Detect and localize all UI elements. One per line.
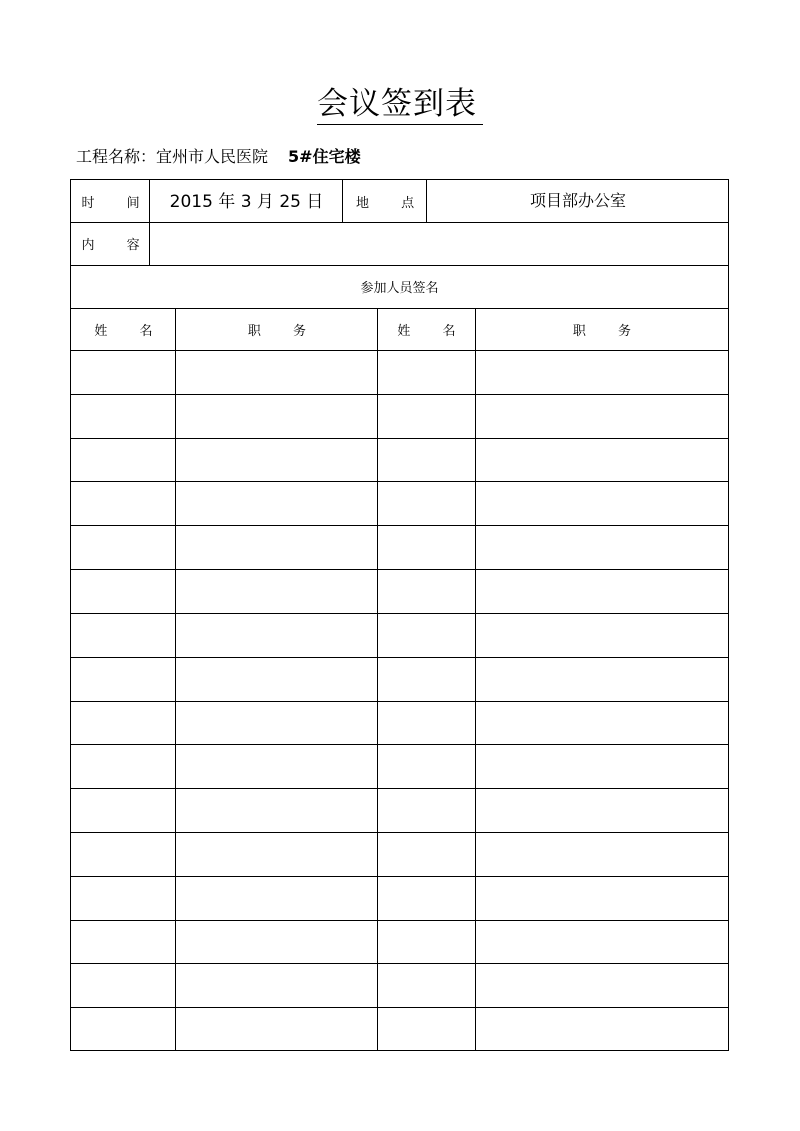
position-cell-2[interactable] [475,657,729,701]
table-row [71,350,728,394]
position-cell-2[interactable] [475,438,729,482]
position-cell-2[interactable] [475,569,729,613]
name-cell-1[interactable] [71,438,176,482]
name-cell-2[interactable] [378,876,475,920]
position-cell-1[interactable] [176,1007,378,1051]
table-row [71,744,728,788]
grid-line [71,265,728,266]
position-cell-1[interactable] [176,701,378,745]
name-cell-2[interactable] [378,481,475,525]
table-row [71,832,728,876]
table-row [71,525,728,569]
position-cell-1[interactable] [176,350,378,394]
name-cell-2[interactable] [378,1007,475,1051]
name-cell-1[interactable] [71,350,176,394]
position-cell-2[interactable] [475,1007,729,1051]
position-cell-1[interactable] [176,569,378,613]
grid-line [149,180,150,265]
table-row [71,569,728,613]
table-row [71,438,728,482]
name-cell-1[interactable] [71,920,176,964]
project-line [76,146,361,168]
name-cell-1[interactable] [71,1007,176,1051]
name-cell-1[interactable] [71,481,176,525]
position-cell-2[interactable] [475,481,729,525]
name-cell-2[interactable] [378,525,475,569]
position-cell-2[interactable] [475,613,729,657]
position-cell-2[interactable] [475,701,729,745]
name-cell-2[interactable] [378,569,475,613]
table-row [71,657,728,701]
grid-line [71,308,728,309]
content-label: 内 容 [81,238,154,253]
table-row [71,1007,728,1051]
position-cell-2[interactable] [475,963,729,1007]
position-cell-2[interactable] [475,525,729,569]
building-name: 5#住宅楼 [288,147,361,166]
col-header-position-2: 职 务 [572,324,646,339]
name-cell-2[interactable] [378,438,475,482]
table-row [71,788,728,832]
position-cell-1[interactable] [176,481,378,525]
position-cell-2[interactable] [475,832,729,876]
name-cell-1[interactable] [71,569,176,613]
position-cell-2[interactable] [475,920,729,964]
position-cell-2[interactable] [475,788,729,832]
project-label: 工程名称： [76,147,157,166]
table-row [71,920,728,964]
position-cell-1[interactable] [176,832,378,876]
position-cell-2[interactable] [475,350,729,394]
name-cell-1[interactable] [71,657,176,701]
position-cell-2[interactable] [475,876,729,920]
name-cell-2[interactable] [378,788,475,832]
time-label: 时 间 [81,195,154,211]
position-cell-1[interactable] [176,963,378,1007]
date-value[interactable]: 2015 年 3 月 25 日 [169,191,324,212]
grid-line [342,180,343,222]
name-cell-1[interactable] [71,832,176,876]
name-cell-2[interactable] [378,701,475,745]
name-cell-2[interactable] [378,963,475,1007]
position-cell-1[interactable] [176,876,378,920]
name-cell-1[interactable] [71,876,176,920]
position-cell-1[interactable] [176,438,378,482]
grid-line [71,222,728,223]
name-cell-1[interactable] [71,394,176,438]
name-cell-2[interactable] [378,394,475,438]
name-cell-1[interactable] [71,525,176,569]
name-cell-2[interactable] [378,350,475,394]
position-cell-2[interactable] [475,394,729,438]
location-value[interactable]: 项目部办公室 [529,190,626,210]
col-header-name-1: 姓 名 [94,324,167,339]
name-cell-2[interactable] [378,744,475,788]
name-cell-1[interactable] [71,613,176,657]
position-cell-1[interactable] [176,744,378,788]
page-title-wrapper [0,84,800,125]
content-value[interactable] [150,222,729,265]
table-row [71,613,728,657]
name-cell-2[interactable] [378,920,475,964]
name-cell-1[interactable] [71,963,176,1007]
name-cell-1[interactable] [71,744,176,788]
position-cell-1[interactable] [176,525,378,569]
table-row [71,394,728,438]
signin-table [70,179,729,1051]
table-row [71,481,728,525]
col-header-name-2: 姓 名 [397,324,470,339]
position-cell-1[interactable] [176,920,378,964]
position-cell-1[interactable] [176,788,378,832]
page-title: 会议签到表 [317,84,483,125]
name-cell-1[interactable] [71,701,176,745]
position-cell-1[interactable] [176,657,378,701]
position-cell-1[interactable] [176,613,378,657]
section-header: 参加人员签名 [360,281,439,296]
position-cell-1[interactable] [176,394,378,438]
table-row [71,876,728,920]
name-cell-2[interactable] [378,832,475,876]
table-row [71,701,728,745]
position-cell-2[interactable] [475,744,729,788]
project-name: 宜州市人民医院 [156,147,269,166]
location-label: 地 点 [355,195,429,211]
col-header-position-1: 职 务 [247,324,321,339]
name-cell-1[interactable] [71,788,176,832]
table-row [71,963,728,1007]
grid-line [426,180,427,222]
name-cell-2[interactable] [378,657,475,701]
name-cell-2[interactable] [378,613,475,657]
